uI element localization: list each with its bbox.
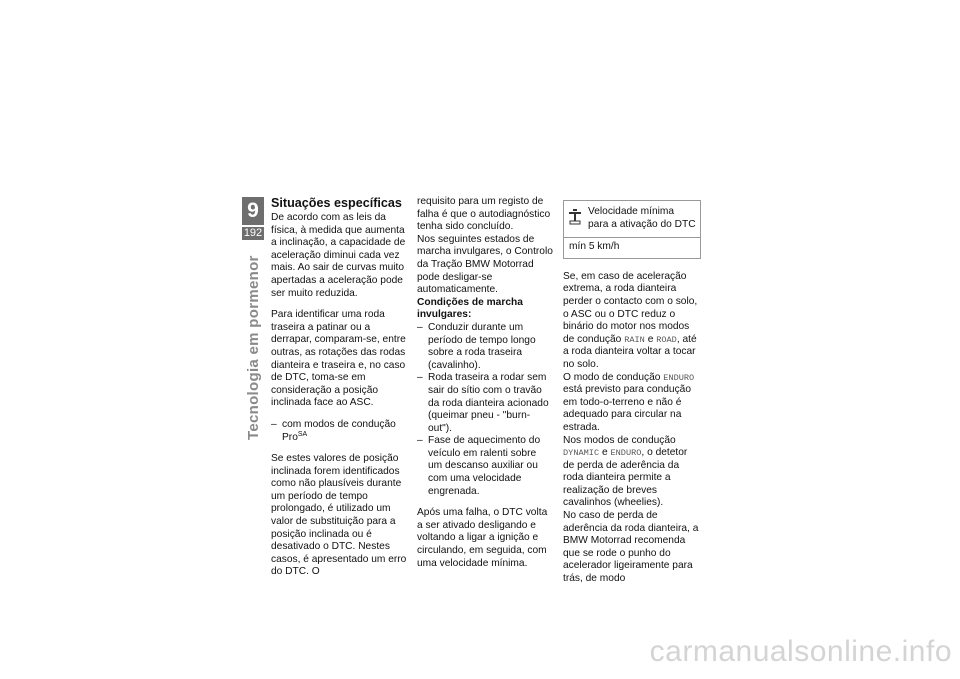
section-heading: Situações específicas [271,196,402,210]
mode-rain: RAIN [624,334,645,345]
chapter-title: Tecnologia em pormenor [245,255,262,440]
column-3 [563,196,699,586]
mode-road: ROAD [656,334,677,345]
conditions-list [417,322,553,498]
mode-enduro: ENDURO [663,372,695,383]
chapter-number: 9 [242,197,264,225]
paragraph: Se estes valores de posição inclinada forem identificados como não plausíveis durante um período de tempo prolongado, é utilizado um valor de substituição para a posição inclinada ou é desativado o DTC. Nestes casos, é apresentado um erro do DTC. O [271,453,407,578]
mode-dynamic: DYNAMIC [563,448,600,459]
list-item: – Fase de aquecimento do veículo em ralenti sobre um descanso auxiliar ou com uma velocidade engrenada. [417,435,553,498]
spec-label: Velocidade mínima para a ativação do DTC [588,206,696,230]
spec-value: mín 5 km/h [569,241,620,253]
mode-enduro: ENDURO [610,448,642,459]
paragraph: De acordo com as leis da física, à medida que aumenta a inclinação, a capacidade de aceleração diminui cada vez mais. Ao sair de curvas muito apertadas a aceleração pode ser muito reduzida. [271,212,406,299]
watermark: carmanualsonline.info [649,635,952,668]
paragraph: Para identificar uma roda traseira a patinar ou a derrapar, comparam-se, entre outras, as rotações das rodas dianteira e traseira e, no caso de DTC, toma-se em consideração a posição inclinada face ao ASC. [271,309,406,409]
sa-superscript: SA [297,430,308,438]
pro-label: Pro [282,431,298,443]
paragraph: requisito para um registo de falha é que o autodiagnóstico tenha sido concluído. [417,196,551,233]
chapter-tab [242,197,264,240]
column-2 [417,196,553,579]
list-item: – Roda traseira a rodar sem sair do sítio com o travão da roda dianteira acionado (queimar pneu - "burn-out"). [417,372,553,435]
spec-box [563,200,701,259]
list-item: – Conduzir durante um período de tempo longo sobre a roda traseira (cavalinho). [417,322,553,372]
list-item: – com modos de condução Pro$^{SA}$ [271,419,407,444]
paragraph: Após uma falha, o DTC volta a ser ativado desligando e voltando a ligar a ignição e circulando, em seguida, com uma velocidade mínima. [417,507,548,569]
paragraph: Se, em caso de aceleração extrema, a roda dianteira perder o contacto com o solo, o ASC ou o DTC reduz o binário do motor nos modos de condução RAIN e ROAD, até a roda dianteira voltar a tocar no solo. [563,270,698,370]
paragraph: No caso de perda de aderência da roda dianteira, a BMW Motorrad recomenda que se rode o punho do acelerador ligeiramente para trás, de modo [563,510,699,585]
paragraph: O modo de condução ENDURO está previsto para condução em todo-o-terreno e não é adequado para circular na estrada. [563,371,695,433]
page-number: 192 [243,227,263,239]
column-1 [271,196,407,588]
drive-mode-list [271,419,407,444]
paragraph: Nos modos de condução DYNAMIC e ENDURO, o detetor de perda de aderência da roda dianteira permite a realização de breves cavalinhos (wheelies). [563,434,688,509]
speedometer-icon [568,206,588,231]
conditions-heading: Condições de marcha invulgares: [417,296,523,321]
paragraph: Nos seguintes estados de marcha invulgares, o Controlo da Tração BMW Motorrad pode desligar-se automaticamente. [417,233,553,296]
